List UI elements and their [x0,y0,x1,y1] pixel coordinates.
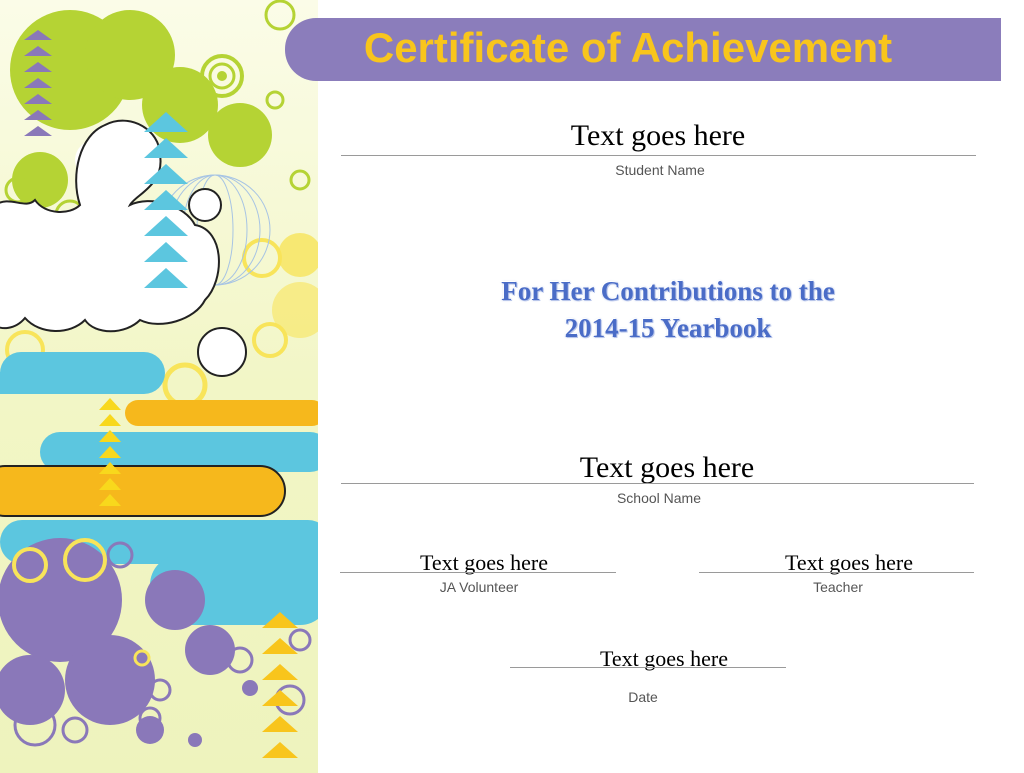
student-name-caption: Student Name [615,162,705,178]
date-caption: Date [628,689,658,705]
title-banner [285,18,1001,81]
volunteer-text[interactable]: Text goes here [420,550,548,575]
certificate-title: Certificate of Achievement [363,23,893,71]
teacher-text[interactable]: Text goes here [785,550,913,575]
school-name-line [341,483,974,484]
student-name-text[interactable]: Text goes here [570,119,746,152]
dedication-text [340,273,996,347]
dedication-line-1: For Her Contributions to the [501,276,835,306]
date-text[interactable]: Text goes here [600,646,728,671]
decorative-art-panel [0,0,318,773]
volunteer-caption: JA Volunteer [439,579,519,595]
teacher-line [699,572,974,573]
teacher-caption: Teacher [813,579,863,595]
date-line [510,667,786,668]
dedication-line-2: 2014-15 Yearbook [564,313,772,343]
school-name-text[interactable]: Text goes here [579,451,755,484]
student-name-line [341,155,976,156]
school-name-caption: School Name [616,490,702,506]
volunteer-line [340,572,616,573]
abstract-bubbles-illustration [0,0,318,773]
